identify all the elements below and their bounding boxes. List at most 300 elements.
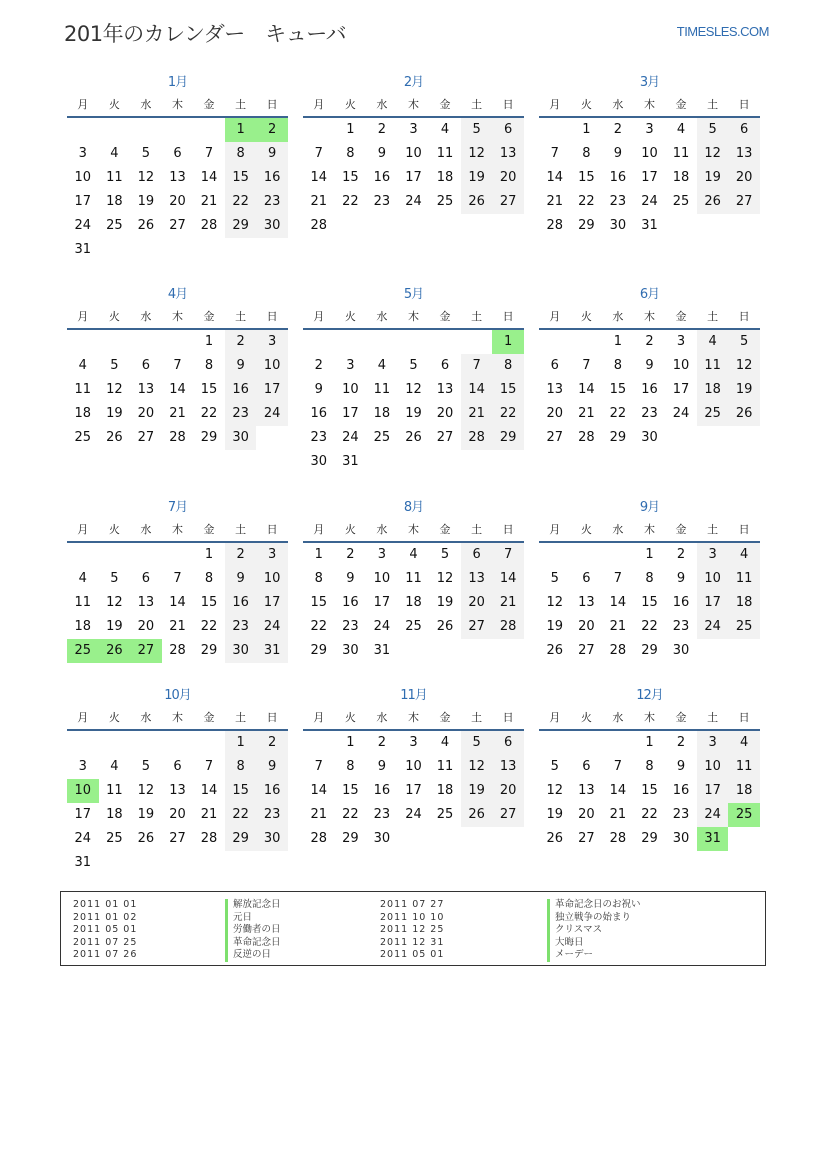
day-cell[interactable]: 26 [728, 402, 760, 426]
day-cell[interactable]: 18 [672, 170, 690, 185]
day-cell[interactable]: 5 [141, 759, 151, 774]
day-cell[interactable]: 12 [106, 382, 123, 397]
day-cell[interactable]: 10 [256, 567, 288, 591]
day-cell[interactable]: 29 [225, 214, 257, 238]
day-cell[interactable]: 23 [609, 194, 627, 209]
day-cell[interactable]: 12 [697, 142, 729, 166]
day-cell[interactable]: 21 [169, 406, 186, 421]
day-cell[interactable]: 17 [373, 595, 391, 610]
day-cell[interactable]: 17 [342, 406, 359, 421]
day-cell[interactable]: 18 [74, 406, 92, 421]
day-cell[interactable]: 11 [672, 146, 690, 161]
day-cell[interactable]: 4 [676, 122, 686, 137]
day-cell[interactable]: 7 [204, 146, 214, 161]
day-cell[interactable]: 10 [67, 779, 99, 803]
day-cell[interactable]: 5 [697, 118, 729, 142]
day-cell[interactable]: 7 [314, 146, 323, 161]
day-cell[interactable]: 15 [492, 378, 524, 402]
day-cell[interactable]: 23 [342, 619, 359, 634]
day-cell[interactable]: 9 [377, 759, 387, 774]
day-cell[interactable]: 30 [310, 454, 328, 469]
day-cell[interactable]: 2 [256, 118, 288, 142]
day-cell[interactable]: 29 [641, 643, 658, 658]
day-cell[interactable]: 26 [697, 190, 729, 214]
day-cell[interactable]: 24 [256, 615, 288, 639]
day-cell[interactable]: 18 [697, 378, 729, 402]
day-cell[interactable]: 5 [550, 571, 559, 586]
day-cell[interactable]: 20 [728, 166, 760, 190]
day-cell[interactable]: 14 [169, 595, 186, 610]
day-cell[interactable]: 9 [377, 146, 387, 161]
day-cell[interactable]: 6 [440, 358, 450, 373]
day-cell[interactable]: 4 [110, 146, 119, 161]
day-cell[interactable]: 6 [582, 571, 591, 586]
day-cell[interactable]: 21 [492, 591, 524, 615]
day-cell[interactable]: 14 [200, 783, 218, 798]
day-cell[interactable]: 10 [697, 567, 729, 591]
day-cell[interactable]: 15 [342, 783, 359, 798]
day-cell[interactable]: 3 [256, 543, 288, 567]
day-cell[interactable]: 23 [256, 803, 288, 827]
day-cell[interactable]: 3 [409, 122, 418, 137]
day-cell[interactable]: 25 [373, 430, 391, 445]
day-cell[interactable]: 30 [256, 214, 288, 238]
day-cell[interactable]: 23 [225, 615, 257, 639]
day-cell[interactable]: 8 [204, 358, 214, 373]
day-cell[interactable]: 28 [546, 218, 564, 233]
day-cell[interactable]: 18 [373, 406, 391, 421]
day-cell[interactable]: 29 [310, 643, 328, 658]
day-cell[interactable]: 24 [697, 803, 729, 827]
day-cell[interactable]: 31 [697, 827, 729, 851]
day-cell[interactable]: 24 [405, 807, 422, 822]
day-cell[interactable]: 15 [225, 166, 257, 190]
day-cell[interactable]: 19 [546, 619, 564, 634]
day-cell[interactable]: 13 [546, 382, 564, 397]
day-cell[interactable]: 13 [728, 142, 760, 166]
day-cell[interactable]: 9 [676, 571, 686, 586]
day-cell[interactable]: 22 [225, 803, 257, 827]
day-cell[interactable]: 24 [373, 619, 391, 634]
day-cell[interactable]: 21 [169, 619, 186, 634]
day-cell[interactable]: 16 [342, 595, 359, 610]
day-cell[interactable]: 9 [613, 146, 623, 161]
day-cell[interactable]: 13 [492, 142, 524, 166]
day-cell[interactable]: 20 [546, 406, 564, 421]
day-cell[interactable]: 1 [582, 122, 591, 137]
day-cell[interactable]: 11 [728, 755, 760, 779]
day-cell[interactable]: 7 [314, 759, 323, 774]
day-cell[interactable]: 8 [225, 142, 257, 166]
day-cell[interactable]: 17 [74, 194, 92, 209]
day-cell[interactable]: 3 [697, 731, 729, 755]
day-cell[interactable]: 18 [106, 807, 123, 822]
day-cell[interactable]: 1 [204, 334, 214, 349]
day-cell[interactable]: 6 [141, 358, 151, 373]
day-cell[interactable]: 28 [310, 831, 328, 846]
day-cell[interactable]: 1 [225, 731, 257, 755]
day-cell[interactable]: 5 [110, 358, 119, 373]
day-cell[interactable]: 1 [225, 118, 257, 142]
day-cell[interactable]: 1 [613, 334, 623, 349]
day-cell[interactable]: 12 [461, 142, 493, 166]
day-cell[interactable]: 17 [697, 591, 729, 615]
day-cell[interactable]: 12 [106, 595, 123, 610]
day-cell[interactable]: 11 [106, 783, 123, 798]
day-cell[interactable]: 6 [492, 118, 524, 142]
day-cell[interactable]: 3 [377, 547, 387, 562]
day-cell[interactable]: 16 [672, 595, 690, 610]
day-cell[interactable]: 28 [609, 831, 627, 846]
day-cell[interactable]: 17 [74, 807, 92, 822]
day-cell[interactable]: 8 [645, 759, 654, 774]
day-cell[interactable]: 25 [106, 218, 123, 233]
day-cell[interactable]: 8 [204, 571, 214, 586]
day-cell[interactable]: 18 [436, 170, 454, 185]
day-cell[interactable]: 5 [110, 571, 119, 586]
day-cell[interactable]: 24 [74, 831, 92, 846]
day-cell[interactable]: 19 [546, 807, 564, 822]
day-cell[interactable]: 11 [697, 354, 729, 378]
day-cell[interactable]: 9 [256, 755, 288, 779]
day-cell[interactable]: 8 [346, 146, 355, 161]
day-cell[interactable]: 18 [74, 619, 92, 634]
day-cell[interactable]: 19 [728, 378, 760, 402]
day-cell[interactable]: 11 [373, 382, 391, 397]
day-cell[interactable]: 1 [492, 330, 524, 354]
day-cell[interactable]: 20 [492, 779, 524, 803]
day-cell[interactable]: 3 [676, 334, 686, 349]
day-cell[interactable]: 27 [137, 430, 155, 445]
day-cell[interactable]: 29 [225, 827, 257, 851]
day-cell[interactable]: 27 [461, 615, 493, 639]
day-cell[interactable]: 27 [130, 639, 162, 663]
day-cell[interactable]: 19 [697, 166, 729, 190]
day-cell[interactable]: 7 [550, 146, 559, 161]
day-cell[interactable]: 20 [137, 619, 155, 634]
day-cell[interactable]: 9 [346, 571, 355, 586]
day-cell[interactable]: 19 [405, 406, 422, 421]
day-cell[interactable]: 10 [641, 146, 658, 161]
day-cell[interactable]: 15 [609, 382, 627, 397]
day-cell[interactable]: 20 [461, 591, 493, 615]
day-cell[interactable]: 16 [672, 783, 690, 798]
day-cell[interactable]: 12 [436, 571, 454, 586]
day-cell[interactable]: 13 [137, 595, 155, 610]
day-cell[interactable]: 1 [314, 547, 323, 562]
day-cell[interactable]: 20 [169, 807, 186, 822]
day-cell[interactable]: 14 [200, 170, 218, 185]
day-cell[interactable]: 27 [578, 643, 595, 658]
day-cell[interactable]: 12 [546, 595, 564, 610]
day-cell[interactable]: 12 [137, 783, 155, 798]
day-cell[interactable]: 14 [609, 595, 627, 610]
day-cell[interactable]: 14 [492, 567, 524, 591]
day-cell[interactable]: 4 [78, 358, 87, 373]
day-cell[interactable]: 26 [106, 430, 123, 445]
day-cell[interactable]: 22 [492, 402, 524, 426]
day-cell[interactable]: 31 [256, 639, 288, 663]
day-cell[interactable]: 17 [256, 591, 288, 615]
day-cell[interactable]: 14 [310, 783, 328, 798]
day-cell[interactable]: 26 [461, 803, 493, 827]
day-cell[interactable]: 27 [436, 430, 454, 445]
day-cell[interactable]: 14 [461, 378, 493, 402]
day-cell[interactable]: 13 [492, 755, 524, 779]
day-cell[interactable]: 3 [409, 735, 418, 750]
day-cell[interactable]: 28 [578, 430, 595, 445]
day-cell[interactable]: 18 [106, 194, 123, 209]
day-cell[interactable]: 16 [609, 170, 627, 185]
day-cell[interactable]: 12 [728, 354, 760, 378]
day-cell[interactable]: 7 [492, 543, 524, 567]
day-cell[interactable]: 6 [492, 731, 524, 755]
day-cell[interactable]: 2 [225, 543, 257, 567]
day-cell[interactable]: 21 [578, 406, 595, 421]
day-cell[interactable]: 8 [582, 146, 591, 161]
day-cell[interactable]: 7 [613, 759, 623, 774]
day-cell[interactable]: 27 [169, 218, 186, 233]
day-cell[interactable]: 15 [641, 783, 658, 798]
day-cell[interactable]: 9 [256, 142, 288, 166]
day-cell[interactable]: 16 [373, 783, 391, 798]
day-cell[interactable]: 22 [342, 194, 359, 209]
day-cell[interactable]: 23 [373, 194, 391, 209]
day-cell[interactable]: 8 [225, 755, 257, 779]
day-cell[interactable]: 5 [461, 731, 493, 755]
day-cell[interactable]: 16 [256, 779, 288, 803]
day-cell[interactable]: 15 [225, 779, 257, 803]
day-cell[interactable]: 27 [578, 831, 595, 846]
day-cell[interactable]: 10 [342, 382, 359, 397]
day-cell[interactable]: 4 [440, 735, 450, 750]
day-cell[interactable]: 26 [546, 831, 564, 846]
day-cell[interactable]: 12 [546, 783, 564, 798]
day-cell[interactable]: 9 [645, 358, 654, 373]
day-cell[interactable]: 29 [200, 643, 218, 658]
day-cell[interactable]: 3 [645, 122, 654, 137]
day-cell[interactable]: 7 [173, 571, 182, 586]
day-cell[interactable]: 24 [74, 218, 92, 233]
day-cell[interactable]: 5 [409, 358, 418, 373]
day-cell[interactable]: 7 [461, 354, 493, 378]
day-cell[interactable]: 28 [169, 430, 186, 445]
day-cell[interactable]: 15 [310, 595, 328, 610]
day-cell[interactable]: 31 [373, 643, 391, 658]
day-cell[interactable]: 13 [461, 567, 493, 591]
day-cell[interactable]: 2 [256, 731, 288, 755]
day-cell[interactable]: 27 [546, 430, 564, 445]
day-cell[interactable]: 3 [346, 358, 355, 373]
day-cell[interactable]: 22 [641, 807, 658, 822]
day-cell[interactable]: 1 [346, 122, 355, 137]
day-cell[interactable]: 27 [492, 803, 524, 827]
day-cell[interactable]: 23 [373, 807, 391, 822]
day-cell[interactable]: 10 [405, 146, 422, 161]
day-cell[interactable]: 12 [461, 755, 493, 779]
day-cell[interactable]: 25 [436, 194, 454, 209]
day-cell[interactable]: 4 [377, 358, 387, 373]
day-cell[interactable]: 26 [137, 218, 155, 233]
day-cell[interactable]: 21 [546, 194, 564, 209]
day-cell[interactable]: 15 [200, 595, 218, 610]
day-cell[interactable]: 11 [728, 567, 760, 591]
day-cell[interactable]: 21 [609, 807, 627, 822]
day-cell[interactable]: 11 [74, 382, 92, 397]
day-cell[interactable]: 4 [440, 122, 450, 137]
day-cell[interactable]: 24 [697, 615, 729, 639]
day-cell[interactable]: 6 [461, 543, 493, 567]
day-cell[interactable]: 20 [492, 166, 524, 190]
day-cell[interactable]: 10 [405, 759, 422, 774]
day-cell[interactable]: 19 [461, 166, 493, 190]
day-cell[interactable]: 9 [314, 382, 323, 397]
day-cell[interactable]: 25 [436, 807, 454, 822]
day-cell[interactable]: 20 [578, 619, 595, 634]
day-cell[interactable]: 7 [613, 571, 623, 586]
day-cell[interactable]: 6 [728, 118, 760, 142]
day-cell[interactable]: 4 [697, 330, 729, 354]
day-cell[interactable]: 24 [672, 406, 690, 421]
day-cell[interactable]: 10 [373, 571, 391, 586]
day-cell[interactable]: 21 [310, 807, 328, 822]
day-cell[interactable]: 22 [609, 406, 627, 421]
day-cell[interactable]: 22 [225, 190, 257, 214]
day-cell[interactable]: 9 [225, 567, 257, 591]
day-cell[interactable]: 16 [310, 406, 328, 421]
day-cell[interactable]: 25 [728, 615, 760, 639]
day-cell[interactable]: 30 [609, 218, 627, 233]
day-cell[interactable]: 13 [436, 382, 454, 397]
day-cell[interactable]: 20 [169, 194, 186, 209]
day-cell[interactable]: 30 [672, 643, 690, 658]
day-cell[interactable]: 25 [728, 803, 760, 827]
day-cell[interactable]: 11 [436, 759, 454, 774]
day-cell[interactable]: 28 [200, 831, 218, 846]
day-cell[interactable]: 21 [310, 194, 328, 209]
day-cell[interactable]: 25 [74, 430, 92, 445]
day-cell[interactable]: 26 [405, 430, 422, 445]
day-cell[interactable]: 13 [578, 783, 595, 798]
day-cell[interactable]: 4 [78, 571, 87, 586]
day-cell[interactable]: 19 [436, 595, 454, 610]
day-cell[interactable]: 31 [74, 242, 92, 257]
day-cell[interactable]: 2 [645, 334, 654, 349]
day-cell[interactable]: 15 [200, 382, 218, 397]
day-cell[interactable]: 18 [728, 591, 760, 615]
day-cell[interactable]: 3 [256, 330, 288, 354]
day-cell[interactable]: 11 [405, 571, 422, 586]
day-cell[interactable]: 14 [546, 170, 564, 185]
day-cell[interactable]: 4 [110, 759, 119, 774]
day-cell[interactable]: 19 [137, 807, 155, 822]
day-cell[interactable]: 22 [641, 619, 658, 634]
day-cell[interactable]: 13 [137, 382, 155, 397]
day-cell[interactable]: 29 [200, 430, 218, 445]
day-cell[interactable]: 8 [645, 571, 654, 586]
day-cell[interactable]: 3 [78, 146, 87, 161]
day-cell[interactable]: 24 [641, 194, 658, 209]
day-cell[interactable]: 13 [578, 595, 595, 610]
day-cell[interactable]: 5 [141, 146, 151, 161]
day-cell[interactable]: 17 [672, 382, 690, 397]
day-cell[interactable]: 2 [676, 735, 686, 750]
day-cell[interactable]: 6 [173, 146, 182, 161]
day-cell[interactable]: 1 [346, 735, 355, 750]
day-cell[interactable]: 18 [405, 595, 422, 610]
day-cell[interactable]: 17 [405, 783, 422, 798]
day-cell[interactable]: 14 [578, 382, 595, 397]
day-cell[interactable]: 10 [697, 755, 729, 779]
day-cell[interactable]: 23 [310, 430, 328, 445]
day-cell[interactable]: 16 [641, 382, 658, 397]
day-cell[interactable]: 26 [137, 831, 155, 846]
day-cell[interactable]: 7 [204, 759, 214, 774]
day-cell[interactable]: 28 [492, 615, 524, 639]
brand-logo[interactable]: TIMESLES.COM [676, 24, 769, 39]
day-cell[interactable]: 24 [405, 194, 422, 209]
day-cell[interactable]: 20 [137, 406, 155, 421]
day-cell[interactable]: 1 [645, 735, 654, 750]
day-cell[interactable]: 25 [405, 619, 422, 634]
day-cell[interactable]: 26 [99, 639, 131, 663]
day-cell[interactable]: 26 [436, 619, 454, 634]
day-cell[interactable]: 30 [373, 831, 391, 846]
day-cell[interactable]: 3 [78, 759, 87, 774]
day-cell[interactable]: 7 [582, 358, 591, 373]
day-cell[interactable]: 23 [672, 807, 690, 822]
day-cell[interactable]: 16 [225, 378, 257, 402]
day-cell[interactable]: 23 [672, 619, 690, 634]
day-cell[interactable]: 20 [578, 807, 595, 822]
day-cell[interactable]: 11 [106, 170, 123, 185]
day-cell[interactable]: 14 [169, 382, 186, 397]
day-cell[interactable]: 8 [346, 759, 355, 774]
day-cell[interactable]: 12 [405, 382, 422, 397]
day-cell[interactable]: 10 [256, 354, 288, 378]
day-cell[interactable]: 21 [200, 807, 218, 822]
day-cell[interactable]: 28 [609, 643, 627, 658]
day-cell[interactable]: 7 [173, 358, 182, 373]
day-cell[interactable]: 31 [342, 454, 359, 469]
day-cell[interactable]: 5 [550, 759, 559, 774]
day-cell[interactable]: 22 [342, 807, 359, 822]
day-cell[interactable]: 13 [169, 783, 186, 798]
day-cell[interactable]: 27 [728, 190, 760, 214]
day-cell[interactable]: 11 [74, 595, 92, 610]
day-cell[interactable]: 18 [728, 779, 760, 803]
day-cell[interactable]: 17 [256, 378, 288, 402]
day-cell[interactable]: 4 [728, 543, 760, 567]
day-cell[interactable]: 8 [314, 571, 323, 586]
day-cell[interactable]: 21 [609, 619, 627, 634]
day-cell[interactable]: 6 [550, 358, 559, 373]
day-cell[interactable]: 2 [346, 547, 355, 562]
day-cell[interactable]: 15 [578, 170, 595, 185]
day-cell[interactable]: 9 [676, 759, 686, 774]
day-cell[interactable]: 15 [641, 595, 658, 610]
day-cell[interactable]: 2 [225, 330, 257, 354]
day-cell[interactable]: 23 [256, 190, 288, 214]
day-cell[interactable]: 6 [582, 759, 591, 774]
day-cell[interactable]: 19 [137, 194, 155, 209]
day-cell[interactable]: 10 [672, 358, 690, 373]
day-cell[interactable]: 29 [578, 218, 595, 233]
day-cell[interactable]: 16 [256, 166, 288, 190]
day-cell[interactable]: 29 [609, 430, 627, 445]
day-cell[interactable]: 8 [613, 358, 623, 373]
day-cell[interactable]: 4 [409, 547, 418, 562]
